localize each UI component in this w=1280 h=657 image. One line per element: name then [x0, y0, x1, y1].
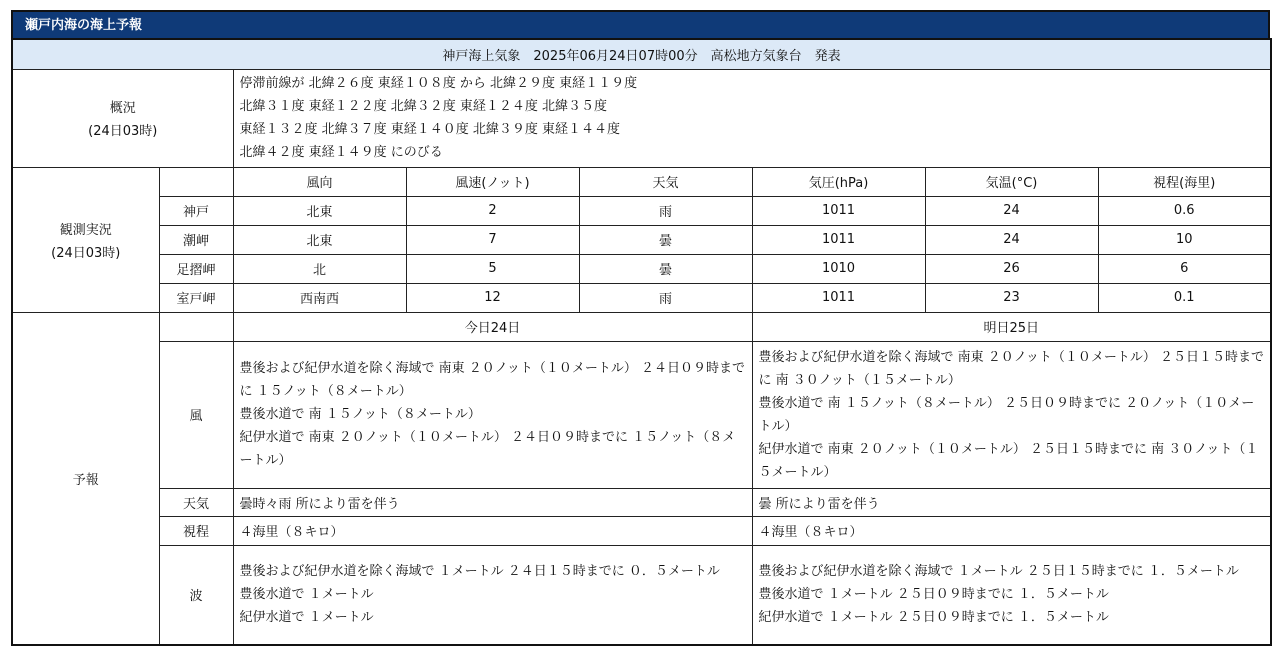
- weather-tomorrow: 曇 所により雷を伴う: [752, 488, 1271, 516]
- station-name: 神戸: [159, 196, 233, 225]
- wave-today: 豊後および紀伊水道を除く海域で １メートル ２４日１５時までに ０．５メートル 豊後水道で １メートル 紀伊水道で １メートル: [233, 545, 752, 645]
- table-cell: 1011: [752, 196, 925, 225]
- forecast-panel: [11, 10, 1270, 646]
- table-cell: 北東: [233, 225, 406, 254]
- col-header-wind-direction: 風向: [233, 167, 406, 196]
- forecast-table: [11, 38, 1272, 646]
- forecast-tomorrow-header: 明日25日: [752, 312, 1271, 341]
- table-cell: 雨: [579, 196, 752, 225]
- table-row: [12, 225, 1271, 254]
- table-row: [12, 254, 1271, 283]
- col-header-temperature: 気温(°C): [925, 167, 1098, 196]
- table-row: [12, 196, 1271, 225]
- table-cell: 1010: [752, 254, 925, 283]
- station-name: 足摺岬: [159, 254, 233, 283]
- table-cell: 1011: [752, 225, 925, 254]
- wave-tomorrow: 豊後および紀伊水道を除く海域で １メートル ２５日１５時までに １．５メートル 豊後水道で １メートル ２５日０９時までに １．５メートル 紀伊水道で １メートル ２５日０９時までに １．５メートル: [752, 545, 1271, 645]
- table-cell: 7: [406, 225, 579, 254]
- station-name: 潮岬: [159, 225, 233, 254]
- table-cell: 10: [1098, 225, 1271, 254]
- table-cell: 5: [406, 254, 579, 283]
- table-cell: 曇: [579, 254, 752, 283]
- table-cell: 北: [233, 254, 406, 283]
- table-cell: 24: [925, 196, 1098, 225]
- table-cell: 1011: [752, 283, 925, 312]
- table-cell: 23: [925, 283, 1098, 312]
- table-cell: 2: [406, 196, 579, 225]
- table-cell: 北東: [233, 196, 406, 225]
- visibility-today: ４海里（８キロ）: [233, 516, 752, 545]
- table-cell: 12: [406, 283, 579, 312]
- col-header-pressure: 気圧(hPa): [752, 167, 925, 196]
- station-name: 室戸岬: [159, 283, 233, 312]
- visibility-label: 視程: [159, 516, 233, 545]
- wind-today: 豊後および紀伊水道を除く海域で 南東 ２０ノット（１０メートル） ２４日０９時までに １５ノット（８メートル） 豊後水道で 南 １５ノット（８メートル） 紀伊水道で 南東 ２０ノット（１０メートル） ２４日０９時までに １５ノット（８メートル）: [233, 341, 752, 488]
- table-row: [12, 283, 1271, 312]
- weather-today: 曇時々雨 所により雷を伴う: [233, 488, 752, 516]
- table-cell: 0.6: [1098, 196, 1271, 225]
- weather-label: 天気: [159, 488, 233, 516]
- col-header-visibility: 視程(海里): [1098, 167, 1271, 196]
- observation-label: 観測実況 (24日03時): [12, 167, 159, 312]
- wind-tomorrow: 豊後および紀伊水道を除く海域で 南東 ２０ノット（１０メートル） ２５日１５時までに 南 ３０ノット（１５メートル） 豊後水道で 南 １５ノット（８メートル） ２５日０９時までに ２０ノット（１０メートル） 紀伊水道で 南東 ２０ノット（１０メートル） ２５日１５時までに 南 ３０ノット（１５メートル）: [752, 341, 1271, 488]
- visibility-tomorrow: ４海里（８キロ）: [752, 516, 1271, 545]
- table-cell: 西南西: [233, 283, 406, 312]
- col-header-weather: 天気: [579, 167, 752, 196]
- table-cell: 曇: [579, 225, 752, 254]
- table-cell: 24: [925, 225, 1098, 254]
- overview-label: 概況 (24日03時): [12, 69, 233, 167]
- forecast-label: 予報: [12, 312, 159, 645]
- table-cell: 0.1: [1098, 283, 1271, 312]
- issued-line: 神戸海上気象 2025年06月24日07時00分 高松地方気象台 発表: [12, 39, 1271, 69]
- col-header-wind-speed: 風速(ノット): [406, 167, 579, 196]
- page-title: 瀬戸内海の海上予報: [11, 10, 1270, 38]
- station-header-blank: [159, 167, 233, 196]
- table-cell: 26: [925, 254, 1098, 283]
- wave-label: 波: [159, 545, 233, 645]
- table-cell: 雨: [579, 283, 752, 312]
- overview-text: 停滞前線が 北緯２６度 東経１０８度 から 北緯２９度 東経１１９度 北緯３１度 東経１２２度 北緯３２度 東経１２４度 北緯３５度 東経１３２度 北緯３７度 東経１４０度 北緯３９度 東経１４４度 北緯４２度 東経１４９度 にのびる: [233, 69, 1271, 167]
- forecast-header-blank: [159, 312, 233, 341]
- table-cell: 6: [1098, 254, 1271, 283]
- forecast-today-header: 今日24日: [233, 312, 752, 341]
- wind-label: 風: [159, 341, 233, 488]
